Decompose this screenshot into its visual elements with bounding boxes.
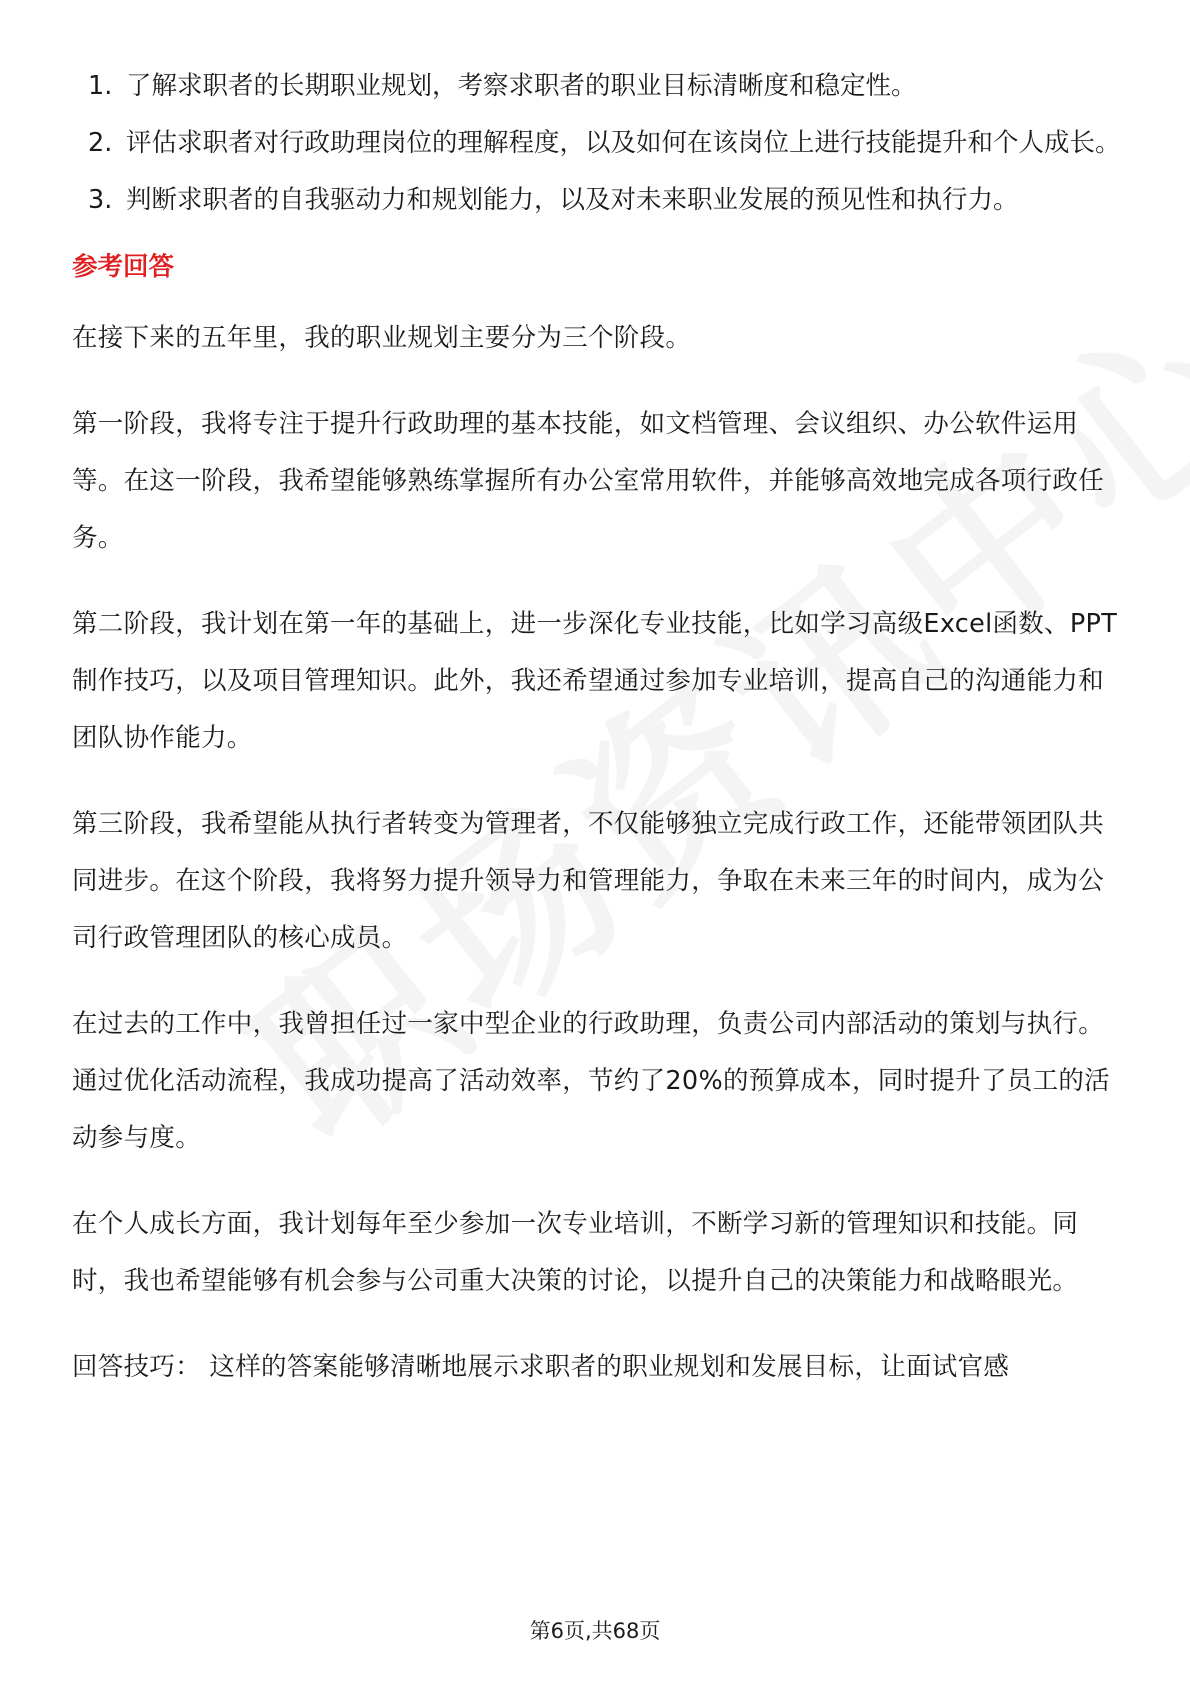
answer-tip: 回答技巧： 这样的答案能够清晰地展示求职者的职业规划和发展目标，让面试官感 xyxy=(72,1352,1010,1382)
list-item-number: 3. xyxy=(88,185,113,215)
evaluation-criteria-list xyxy=(72,58,1122,229)
list-item-text: 了解求职者的长期职业规划，考察求职者的职业目标清晰度和稳定性。 xyxy=(126,71,917,101)
list-item xyxy=(72,58,1122,115)
paragraph: 在个人成长方面，我计划每年至少参加一次专业培训，不断学习新的管理知识和技能。同时，我也希望能够有机会参与公司重大决策的讨论，以提升自己的决策能力和战略眼光。 xyxy=(72,1209,1079,1296)
list-item xyxy=(72,115,1122,172)
page-number: 第6页,共68页 xyxy=(529,1619,661,1643)
list-item-number: 1. xyxy=(88,71,113,101)
paragraph: 第二阶段，我计划在第一年的基础上，进一步深化专业技能，比如学习高级Excel函数、PPT制作技巧，以及项目管理知识。此外，我还希望通过参加专业培训，提高自己的沟通能力和团队协作能力。 xyxy=(72,609,1118,753)
list-item-text: 评估求职者对行政助理岗位的理解程度，以及如何在该岗位上进行技能提升和个人成长。 xyxy=(126,128,1121,158)
paragraph: 在接下来的五年里，我的职业规划主要分为三个阶段。 xyxy=(72,323,692,353)
paragraph: 第一阶段，我将专注于提升行政助理的基本技能，如文档管理、会议组织、办公软件运用等。在这一阶段，我希望能够熟练掌握所有办公室常用软件，并能够高效地完成各项行政任务。 xyxy=(72,409,1105,553)
list-item-number: 2. xyxy=(88,128,113,158)
paragraph: 在过去的工作中，我曾担任过一家中型企业的行政助理，负责公司内部活动的策划与执行。通过优化活动流程，我成功提高了活动效率，节约了20%的预算成本，同时提升了员工的活动参与度。 xyxy=(72,1009,1110,1153)
paragraph: 第三阶段，我希望能从执行者转变为管理者，不仅能够独立完成行政工作，还能带领团队共同进步。在这个阶段，我将努力提升领导力和管理能力，争取在未来三年的时间内，成为公司行政管理团队的核心成员。 xyxy=(72,809,1105,953)
list-item xyxy=(72,172,1122,229)
list-item-text: 判断求职者的自我驱动力和规划能力，以及对未来职业发展的预见性和执行力。 xyxy=(126,185,1019,215)
section-title: 参考回答 xyxy=(72,252,175,282)
page-content xyxy=(72,58,1122,1425)
